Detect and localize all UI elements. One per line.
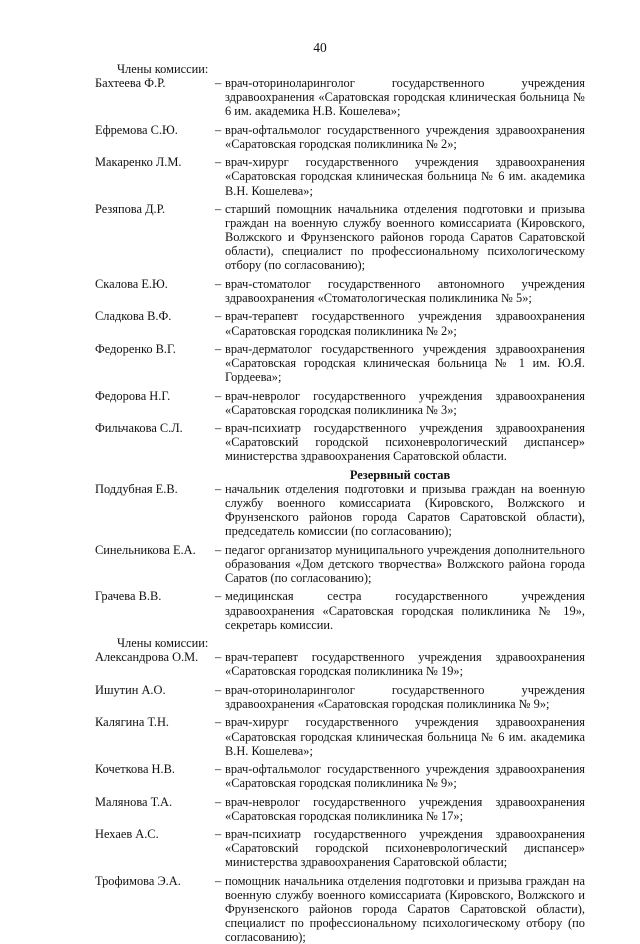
member-dash: –: [215, 482, 222, 497]
member-dash: –: [215, 76, 222, 91]
main-members-heading: Члены комиссии:: [117, 62, 209, 76]
member-name: Резяпова Д.Р.: [95, 202, 166, 217]
member-name: Нехаев А.С.: [95, 827, 159, 842]
member-entry: [95, 123, 585, 151]
member-entry: [95, 202, 585, 272]
member-name: Фильчакова С.Л.: [95, 421, 183, 436]
member-name: Скалова Е.Ю.: [95, 276, 168, 291]
member-position: педагог организатор муниципального учреждения дополнительного образования «Дом детского творчества» Волжского района города Саратов (по согласованию);: [225, 542, 585, 585]
member-position: врач-терапевт государственного учреждения здравоохранения «Саратовская городская поликлиника № 2»;: [225, 309, 585, 338]
member-position: врач-хирург государственного учреждения здравоохранения «Саратовская городская клиническая больница № 6 им. академика В.Н. Кошелева»;: [225, 155, 585, 198]
member-dash: –: [215, 762, 222, 777]
member-dash: –: [215, 202, 222, 217]
member-name: Макаренко Л.М.: [95, 155, 182, 170]
main-members-list: [95, 76, 585, 463]
member-position: врач-стоматолог государственного автономного учреждения здравоохранения «Стоматологическая поликлиника № 5»;: [225, 276, 585, 305]
member-dash: –: [215, 682, 222, 697]
member-name: Александрова О.М.: [95, 650, 199, 665]
member-entry: [95, 874, 585, 944]
member-dash: –: [215, 342, 222, 357]
member-entry: [95, 543, 585, 585]
member-entry: [95, 795, 585, 823]
member-position: врач-оториноларинголог государственного учреждения здравоохранения «Саратовская городская клиническая больница № 6 им. академика Н.В. Кошелева»;: [225, 76, 585, 119]
member-position: врач-оториноларинголог государственного учреждения здравоохранения «Саратовская городская поликлиника № 9»;: [225, 682, 585, 711]
member-dash: –: [215, 589, 222, 604]
commission-list: [95, 62, 585, 944]
member-dash: –: [215, 122, 222, 137]
member-entry: [95, 309, 585, 337]
member-name: Малянова Т.А.: [95, 794, 173, 809]
member-position: врач-терапевт государственного учреждения здравоохранения «Саратовская городская поликлиника № 19»;: [225, 650, 585, 679]
member-position: начальник отделения подготовки и призыва граждан на военную службу военного комиссариата (Кировского, Волжского и Фрунзенского районов города Саратов Саратовской области), председатель комиссии (по согласованию);: [225, 482, 585, 539]
member-dash: –: [215, 873, 222, 888]
member-position: врач-офтальмолог государственного учреждения здравоохранения «Саратовская городская поликлиника № 2»;: [225, 122, 585, 151]
member-position: врач-психиатр государственного учреждения здравоохранения «Саратовский городской психоневрологический диспансер» министерства здравоохранения Саратовской области.: [225, 421, 585, 464]
member-name: Калягина Т.Н.: [95, 715, 170, 730]
member-position: врач-невролог государственного учреждения здравоохранения «Саратовская городская поликлиника № 17»;: [225, 794, 585, 823]
member-position: врач-офтальмолог государственного учреждения здравоохранения «Саратовская городская поликлиника № 9»;: [225, 762, 585, 791]
member-position: медицинская сестра государственного учреждения здравоохранения «Саратовская городская поликлиника № 19», секретарь комиссии.: [225, 589, 585, 632]
member-dash: –: [215, 421, 222, 436]
member-name: Кочеткова Н.В.: [95, 762, 175, 777]
member-entry: [95, 762, 585, 790]
member-entry: [95, 76, 585, 118]
member-entry: [95, 389, 585, 417]
reserve-members-list: [95, 650, 585, 944]
reserve-members-heading: Члены комиссии:: [117, 636, 209, 651]
member-position: старший помощник начальника отделения подготовки и призыва граждан на военную службу военного комиссариата (Кировского, Волжского и Фрунзенского районов города Саратов Саратовской области), специалист по профессиональному психологическому отбору (по согласованию);: [225, 202, 585, 273]
member-name: Трофимова Э.А.: [95, 873, 181, 888]
member-dash: –: [215, 827, 222, 842]
member-dash: –: [215, 276, 222, 291]
member-dash: –: [215, 309, 222, 324]
member-position: помощник начальника отделения подготовки и призыва граждан на военную службу военного комиссариата (Кировского, Волжского и Фрунзенского районов города Саратов Саратовской области), специалист по профессиональному психологическому отбору (по согласованию);: [225, 873, 585, 944]
member-position: врач-невролог государственного учреждения здравоохранения «Саратовская городская поликлиника № 3»;: [225, 388, 585, 417]
member-name: Ефремова С.Ю.: [95, 122, 178, 137]
member-dash: –: [215, 715, 222, 730]
member-entry: [95, 342, 585, 384]
member-name: Поддубная Е.В.: [95, 482, 178, 497]
member-entry: [95, 827, 585, 869]
member-entry: [95, 589, 585, 631]
member-dash: –: [215, 650, 222, 665]
member-position: врач-хирург государственного учреждения здравоохранения «Саратовская городская клиническая больница № 6 им. академика В.Н. Кошелева»;: [225, 715, 585, 758]
member-name: Сладкова В.Ф.: [95, 309, 172, 324]
member-name: Федоренко В.Г.: [95, 342, 176, 357]
member-entry: [95, 683, 585, 711]
member-entry: [95, 277, 585, 305]
page-number: 40: [313, 40, 327, 55]
reserve-title: Резервный состав: [349, 467, 451, 482]
member-position: врач-психиатр государственного учреждения здравоохранения «Саратовский городской психоневрологический диспансер» министерства здравоохранения Саратовской области;: [225, 827, 585, 870]
member-name: Федорова Н.Г.: [95, 388, 171, 403]
member-name: Синельникова Е.А.: [95, 542, 196, 557]
member-dash: –: [215, 155, 222, 170]
member-entry: [95, 650, 585, 678]
member-dash: –: [215, 542, 222, 557]
member-name: Грачева В.В.: [95, 589, 162, 604]
member-name: Бахтеева Ф.Р.: [95, 76, 166, 91]
member-dash: –: [215, 794, 222, 809]
member-entry: [95, 715, 585, 757]
member-entry: [95, 421, 585, 463]
member-entry: [95, 155, 585, 197]
reserve-leaders-list: [95, 482, 585, 632]
member-dash: –: [215, 388, 222, 403]
member-entry: [95, 482, 585, 538]
member-position: врач-дерматолог государственного учреждения здравоохранения «Саратовская городская клиническая больница № 1 им. Ю.Я. Гордеева»;: [225, 342, 585, 385]
member-name: Ишутин А.О.: [95, 682, 166, 697]
